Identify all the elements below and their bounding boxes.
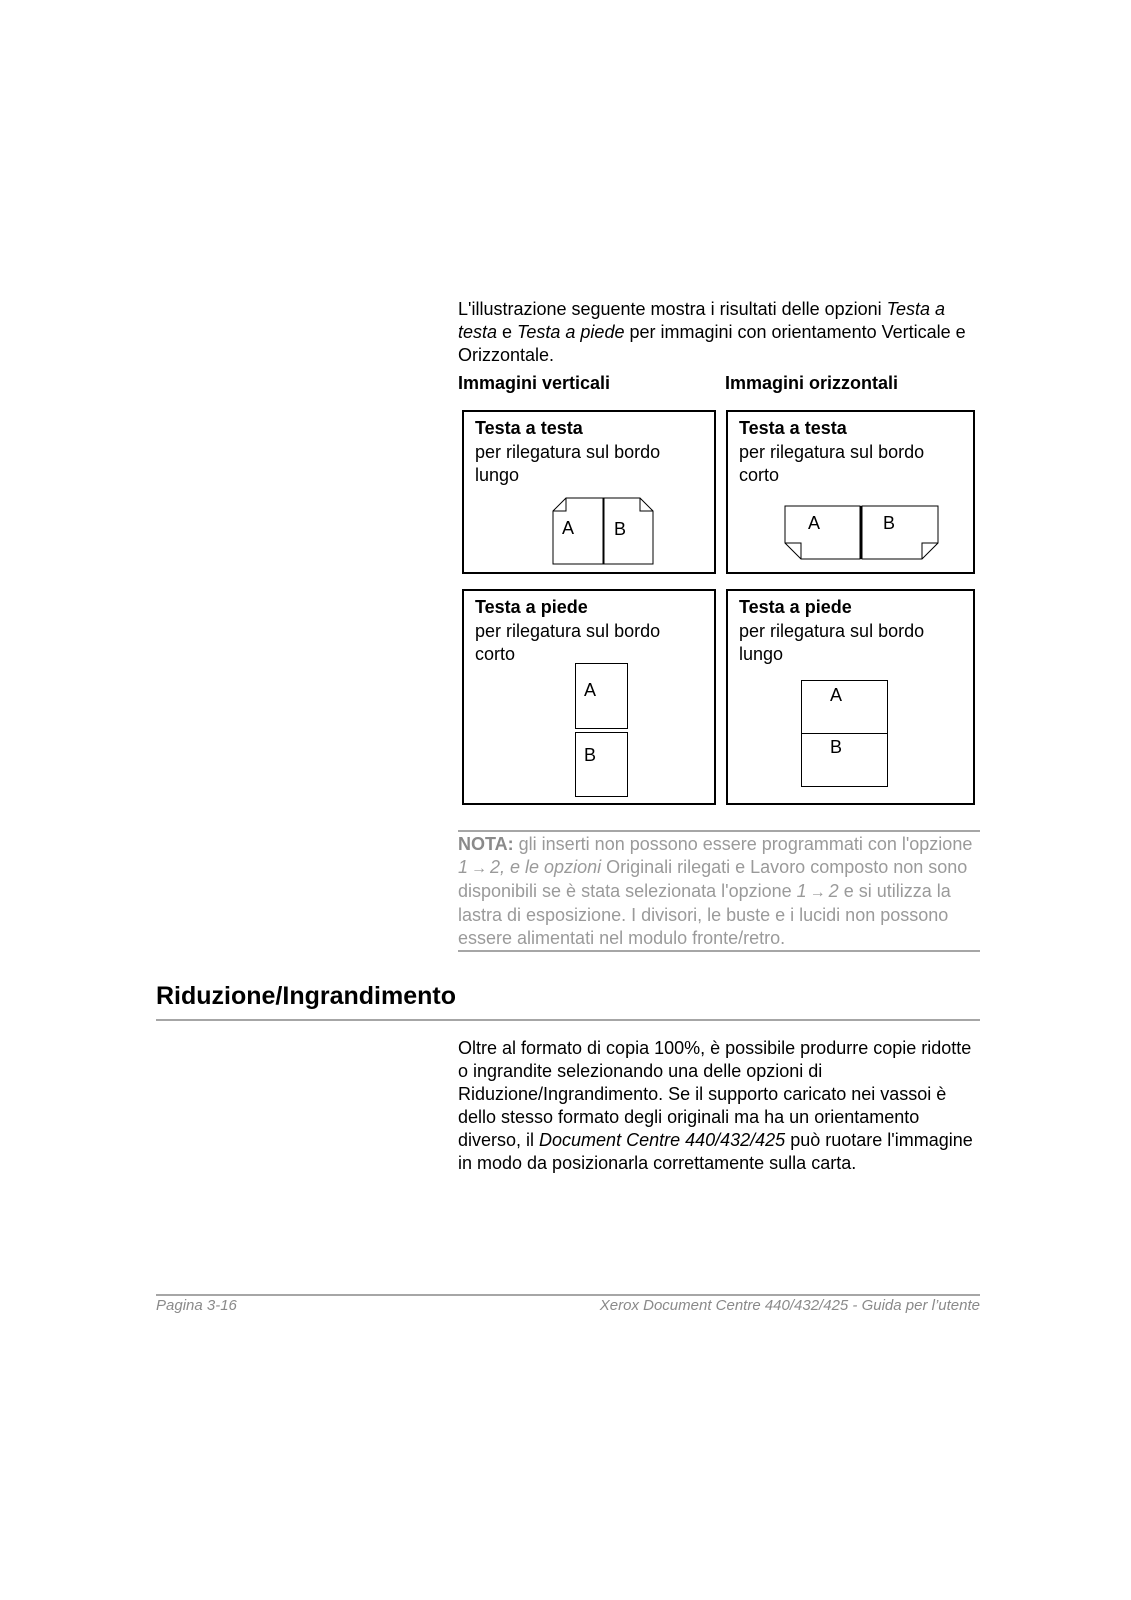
page-b-icon	[575, 732, 628, 797]
box-description: per rilegatura sul bordo corto	[739, 442, 925, 485]
arrow-right-icon: →	[809, 884, 826, 901]
section-body	[458, 1037, 983, 1175]
diagram-box-head-to-head-short	[726, 410, 975, 574]
product-name: Document Centre 440/432/425	[539, 1130, 786, 1150]
box-title: Testa a piede	[475, 597, 588, 617]
box-description: per rilegatura sul bordo lungo	[475, 442, 661, 485]
page-label-b: B	[584, 745, 597, 765]
box-description: per rilegatura sul bordo corto	[475, 621, 661, 664]
page-b-icon	[801, 733, 888, 787]
note-top-rule	[458, 830, 980, 832]
section-rule	[156, 1019, 980, 1021]
page-label-b: B	[614, 519, 627, 539]
note-text: e si utilizza la lastra di esposizione. I divisori, le buste e i lucidi non possono essere alimentati nel modulo fronte/retro.	[458, 881, 951, 948]
intro-option-head-to-head: Testa a testa	[458, 299, 946, 342]
intro-paragraph	[458, 298, 978, 367]
page-label-a: A	[808, 513, 821, 533]
page-label-a: A	[562, 518, 575, 538]
note-option-text: 2, e le opzioni	[490, 857, 602, 877]
intro-text-and: e	[497, 322, 518, 342]
diagram-box-head-to-foot-short	[462, 589, 716, 805]
note-option-number: 2	[828, 881, 839, 901]
section-text: Oltre al formato di copia 100%, è possibile produrre copie ridotte o ingrandite selezionando una delle opzioni di Riduzione/Ingrandimento. Se il supporto caricato nei vassoi è dello stesso formato degli originali ma ha un orientamento diverso, il	[458, 1038, 972, 1150]
footer-doc-title: Xerox Document Centre 440/432/425 - Guida per l’utente	[599, 1297, 980, 1314]
page-a-icon	[575, 663, 628, 729]
intro-text-end: per immagini con orientamento Verticale e Orizzontale.	[458, 322, 966, 365]
box-title: Testa a piede	[739, 597, 852, 617]
section-title: Riduzione/Ingrandimento	[156, 982, 456, 1010]
page-number: Pagina 3-16	[156, 1297, 237, 1314]
diagram-box-head-to-head-long	[462, 410, 716, 574]
note-block	[458, 833, 980, 950]
note-text: Originali rilegati e Lavoro composto non sono disponibili se è stata selezionata l'opzione	[458, 857, 968, 901]
box-title: Testa a testa	[739, 418, 847, 438]
note-bottom-rule	[458, 950, 980, 952]
page-label-a: A	[584, 680, 597, 700]
intro-text: L'illustrazione seguente mostra i risultati delle opzioni	[458, 299, 887, 319]
intro-option-head-to-foot: Testa a piede	[517, 322, 625, 342]
note-option-number: 1	[796, 881, 807, 901]
page-a-icon	[801, 680, 888, 734]
note-text: gli inserti non possono essere programmati con l'opzione	[513, 834, 973, 854]
arrow-right-icon: →	[471, 860, 488, 877]
page-label-b: B	[830, 737, 843, 757]
page-label-a: A	[830, 685, 843, 705]
diagram-box-head-to-foot-long	[726, 589, 975, 805]
section-text-end: può ruotare l'immagine in modo da posizionarla correttamente sulla carta.	[458, 1130, 973, 1173]
box-description: per rilegatura sul bordo lungo	[739, 621, 925, 664]
note-label: NOTA:	[458, 834, 514, 854]
note-option-number: 1	[458, 857, 469, 877]
column-heading-portrait: Immagini verticali	[458, 373, 611, 393]
page-label-b: B	[883, 513, 896, 533]
footer-rule	[156, 1294, 980, 1296]
box-title: Testa a testa	[475, 418, 583, 438]
column-heading-landscape: Immagini orizzontali	[725, 373, 899, 393]
